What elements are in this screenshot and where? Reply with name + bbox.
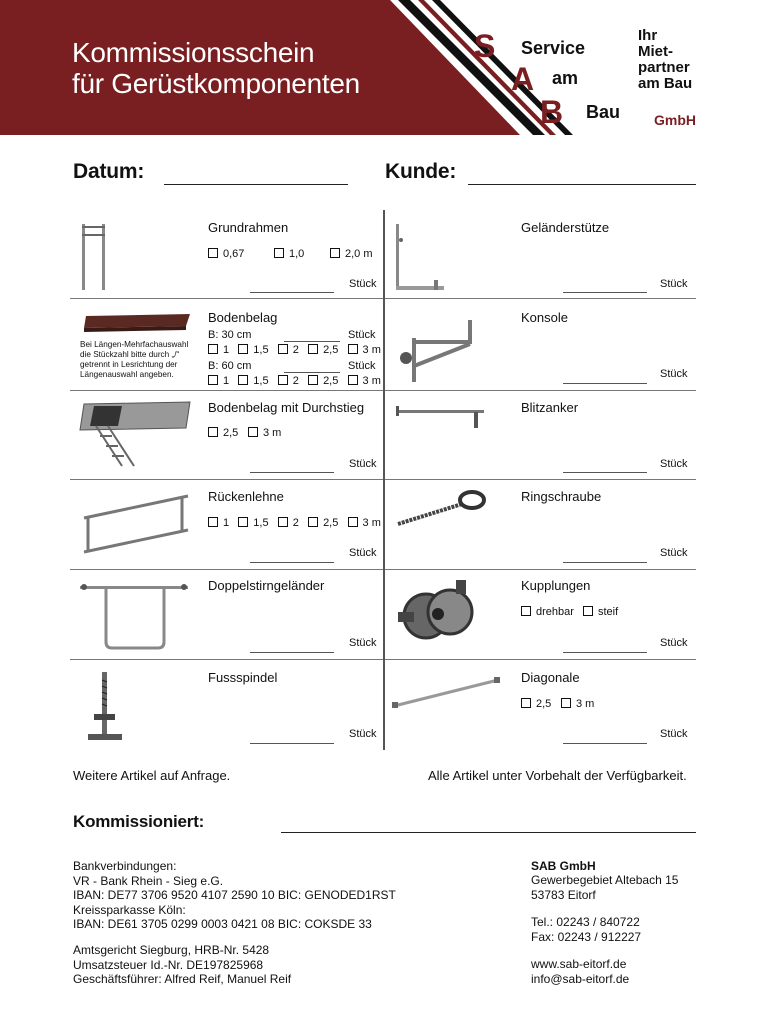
unit-label: Stück bbox=[349, 458, 377, 470]
checkbox[interactable] bbox=[208, 344, 218, 354]
customer-label: Kunde: bbox=[385, 160, 457, 183]
checkbox[interactable] bbox=[208, 248, 218, 258]
checkbox[interactable] bbox=[238, 344, 248, 354]
quantity-field-diagonale[interactable] bbox=[563, 743, 647, 744]
unit-label: Stück bbox=[349, 547, 377, 559]
option-label: steif bbox=[598, 606, 619, 618]
checkbox[interactable] bbox=[208, 517, 218, 527]
footer-company-name: SAB GmbH bbox=[531, 859, 596, 873]
checkbox[interactable] bbox=[278, 344, 288, 354]
quantity-field-durchstieg[interactable] bbox=[250, 472, 334, 473]
logo-word-am: am bbox=[552, 68, 579, 88]
item-name-fussspindel: Fussspindel bbox=[208, 670, 278, 685]
note-more-articles: Weitere Artikel auf Anfrage. bbox=[73, 768, 231, 783]
bodenbelag-width-60: B: 60 cm bbox=[208, 360, 252, 372]
item-name-grundrahmen: Grundrahmen bbox=[208, 220, 289, 235]
quantity-field-ringschraube[interactable] bbox=[563, 562, 647, 563]
unit-label: Stück bbox=[660, 728, 688, 740]
checkbox[interactable] bbox=[583, 606, 593, 616]
item-name-bodenbelag: Bodenbelag bbox=[208, 310, 278, 325]
quantity-field-doppelstirn[interactable] bbox=[250, 652, 334, 653]
title-line-1: Kommissionsschein bbox=[72, 37, 315, 68]
item-name-ringschraube: Ringschraube bbox=[521, 489, 602, 504]
unit-label: Stück bbox=[660, 368, 688, 380]
ringschraube-image bbox=[392, 490, 488, 530]
option-label: 2,0 m bbox=[345, 248, 373, 260]
document-title bbox=[72, 37, 360, 99]
checkbox[interactable] bbox=[330, 248, 340, 258]
rueckenlehne-options[interactable] bbox=[208, 517, 381, 529]
option-label: 1 bbox=[223, 375, 230, 387]
checkbox[interactable] bbox=[348, 344, 358, 354]
option-label: 2 bbox=[292, 344, 299, 356]
footer-bank-details: Bankverbindungen: VR - Bank Rhein - Sieg e.G. IBAN: DE77 3706 9520 4107 2590 10 BIC: GENODED1RST Kreissparkasse Köln: IBAN: DE61 3705 0299 0003 0421 08 BIC: COKSDE 33 bbox=[73, 859, 396, 931]
bodenbelag-note: Bei Längen-Mehrfachauswahl die Stückzahl bitte durch „/“ getrennt in Lesrichtung der Längenauswahl angeben. bbox=[80, 340, 189, 379]
note-availability: Alle Artikel unter Vorbehalt der Verfügbarkeit. bbox=[428, 768, 687, 783]
option-grundrahmen-10[interactable] bbox=[274, 248, 304, 260]
item-name-kupplungen: Kupplungen bbox=[521, 578, 591, 593]
option-diagonale-3[interactable] bbox=[561, 698, 594, 710]
logo-letter-a: A bbox=[511, 61, 535, 97]
slogan-line: partner bbox=[638, 59, 690, 76]
quantity-field-blitzanker[interactable] bbox=[563, 472, 647, 473]
option-grundrahmen-20[interactable] bbox=[330, 248, 373, 260]
checkbox[interactable] bbox=[248, 427, 258, 437]
checkbox[interactable] bbox=[208, 427, 218, 437]
bodenbelag-width-30: B: 30 cm bbox=[208, 329, 252, 341]
checkbox[interactable] bbox=[561, 698, 571, 708]
date-field[interactable] bbox=[164, 184, 348, 185]
option-diagonale-25[interactable] bbox=[521, 698, 551, 710]
checkbox[interactable] bbox=[238, 375, 248, 385]
option-label: 2,5 bbox=[536, 698, 552, 710]
logo-letter-s: S bbox=[474, 28, 496, 64]
quantity-field-kupplungen[interactable] bbox=[563, 652, 647, 653]
date-label: Datum: bbox=[73, 160, 145, 183]
quantity-field-gelaenderstuetze[interactable] bbox=[563, 292, 647, 293]
gelaenderstuetze-image bbox=[392, 222, 448, 294]
checkbox[interactable] bbox=[278, 517, 288, 527]
option-label: 3 m bbox=[362, 375, 381, 387]
option-label: 3 m bbox=[362, 344, 381, 356]
commissioned-label: Kommissioniert: bbox=[73, 812, 205, 831]
checkbox[interactable] bbox=[521, 606, 531, 616]
option-label: 3 m bbox=[362, 517, 381, 529]
option-label: drehbar bbox=[536, 606, 574, 618]
title-line-2: für Gerüstkomponenten bbox=[72, 68, 360, 99]
logo-word-bau: Bau bbox=[586, 102, 621, 122]
option-label: 2,5 bbox=[323, 375, 339, 387]
checkbox[interactable] bbox=[308, 517, 318, 527]
footer-phone-fax: Tel.: 02243 / 840722 Fax: 02243 / 912227 bbox=[531, 915, 642, 944]
item-name-doppelstirn: Doppelstirngeländer bbox=[208, 578, 325, 593]
logo-gmbh: GmbH bbox=[654, 112, 696, 128]
unit-label: Stück bbox=[348, 360, 376, 372]
option-label: 2,5 bbox=[323, 344, 339, 356]
option-durchstieg-25[interactable] bbox=[208, 427, 238, 439]
checkbox[interactable] bbox=[348, 375, 358, 385]
checkbox[interactable] bbox=[278, 375, 288, 385]
unit-label: Stück bbox=[348, 329, 376, 341]
quantity-field-fussspindel[interactable] bbox=[250, 743, 334, 744]
option-durchstieg-3[interactable] bbox=[248, 427, 281, 439]
option-label: 2,5 bbox=[323, 517, 339, 529]
bodenbelag-30-lengths[interactable] bbox=[208, 344, 381, 356]
option-label: 2,5 bbox=[223, 427, 239, 439]
logo-slogan bbox=[638, 28, 692, 92]
option-label: 0,67 bbox=[223, 248, 245, 260]
option-label: 1 bbox=[223, 517, 230, 529]
checkbox[interactable] bbox=[274, 248, 284, 258]
quantity-field-konsole[interactable] bbox=[563, 383, 647, 384]
checkbox[interactable] bbox=[348, 517, 358, 527]
slogan-line: Miet- bbox=[638, 43, 673, 60]
checkbox[interactable] bbox=[521, 698, 531, 708]
unit-label: Stück bbox=[660, 458, 688, 470]
unit-label: Stück bbox=[660, 547, 688, 559]
unit-label: Stück bbox=[660, 278, 688, 290]
option-label: 1,0 bbox=[289, 248, 305, 260]
checkbox[interactable] bbox=[308, 375, 318, 385]
unit-label: Stück bbox=[349, 728, 377, 740]
grid-center-divider bbox=[383, 210, 385, 750]
footer-address: Gewerbegebiet Altebach 15 53783 Eitorf bbox=[531, 873, 679, 902]
option-label: 1,5 bbox=[253, 517, 269, 529]
option-label: 1,5 bbox=[253, 375, 269, 387]
grundrahmen-image bbox=[78, 222, 112, 292]
logo-letter-b: B bbox=[540, 94, 564, 130]
option-label: 3 m bbox=[263, 427, 282, 439]
checkbox[interactable] bbox=[208, 375, 218, 385]
kupplungen-image bbox=[396, 576, 480, 652]
blitzanker-image bbox=[392, 402, 488, 432]
item-name-diagonale: Diagonale bbox=[521, 670, 580, 685]
checkbox[interactable] bbox=[308, 344, 318, 354]
bodenbelag-image bbox=[82, 312, 192, 334]
item-name-konsole: Konsole bbox=[521, 310, 568, 325]
customer-field[interactable] bbox=[468, 184, 696, 185]
diagonale-image bbox=[390, 674, 502, 710]
unit-label: Stück bbox=[349, 278, 377, 290]
bodenbelag-60-lengths[interactable] bbox=[208, 375, 381, 387]
option-label: 2 bbox=[292, 375, 299, 387]
doppelstirn-image bbox=[78, 580, 190, 652]
quantity-field-grundrahmen[interactable] bbox=[250, 292, 334, 293]
fussspindel-image bbox=[80, 670, 130, 748]
item-name-durchstieg: Bodenbelag mit Durchstieg bbox=[208, 400, 365, 415]
durchstieg-image bbox=[78, 398, 193, 470]
unit-label: Stück bbox=[349, 637, 377, 649]
option-label: 1 bbox=[223, 344, 230, 356]
quantity-field-bodenbelag-60[interactable] bbox=[284, 372, 340, 373]
footer-web-email[interactable]: www.sab-eitorf.de info@sab-eitorf.de bbox=[531, 957, 630, 986]
slogan-line: am Bau bbox=[638, 75, 693, 92]
item-name-blitzanker: Blitzanker bbox=[521, 400, 579, 415]
slogan-line: Ihr bbox=[638, 27, 658, 44]
quantity-field-rueckenlehne[interactable] bbox=[250, 562, 334, 563]
option-grundrahmen-067[interactable] bbox=[208, 248, 244, 260]
konsole-image bbox=[392, 316, 482, 384]
commissioned-field[interactable] bbox=[281, 832, 696, 833]
option-kupplungen-steif[interactable] bbox=[583, 606, 618, 618]
option-label: 3 m bbox=[576, 698, 595, 710]
option-label: 1,5 bbox=[253, 344, 269, 356]
option-label: 2 bbox=[292, 517, 299, 529]
rueckenlehne-image bbox=[78, 490, 193, 560]
checkbox[interactable] bbox=[238, 517, 248, 527]
option-kupplungen-drehbar[interactable] bbox=[521, 606, 574, 618]
logo-word-service: Service bbox=[521, 38, 586, 58]
quantity-field-bodenbelag-30[interactable] bbox=[284, 341, 340, 342]
item-name-rueckenlehne: Rückenlehne bbox=[208, 489, 284, 504]
item-name-gelaenderstuetze: Geländerstütze bbox=[521, 220, 610, 235]
unit-label: Stück bbox=[660, 637, 688, 649]
footer-legal-info: Amtsgericht Siegburg, HRB-Nr. 5428 Umsatzsteuer Id.-Nr. DE197825968 Geschäftsführer: Alfred Reif, Manuel Reif bbox=[73, 943, 292, 986]
